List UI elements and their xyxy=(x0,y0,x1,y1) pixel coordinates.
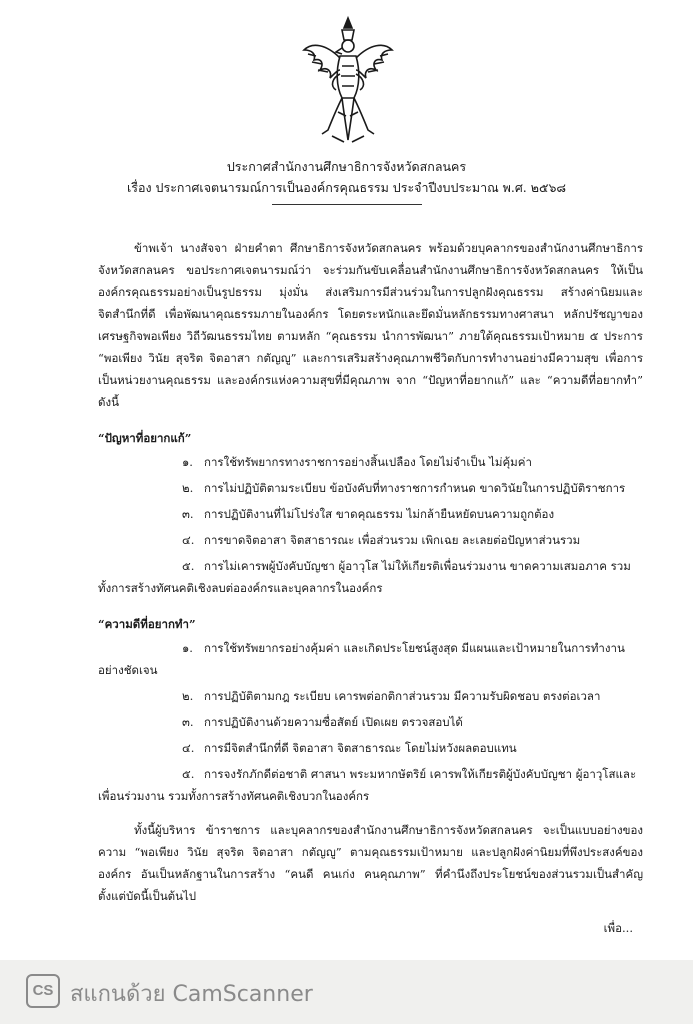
scanner-footer xyxy=(0,960,693,1024)
document-body xyxy=(98,237,643,907)
problems-heading: “ปัญหาที่อยากแก้” xyxy=(98,431,192,445)
document-title: ประกาศสำนักงานศึกษาธิการจังหวัดสกลนคร xyxy=(226,159,467,174)
list-item: ๔. การขาดจิตอาสา จิตสาธารณะ เพื่อส่วนรวม เพิกเฉย ละเลยต่อปัญหาส่วนรวม xyxy=(182,533,581,547)
list-item: ๔. การมีจิตสำนึกที่ดี จิตอาสา จิตสาธารณะ โดยไม่หวังผลตอบแทน xyxy=(182,741,517,755)
list-item: ๕. การจงรักภักดีต่อชาติ ศาสนา พระมหากษัตริย์ เคารพให้เกียรติผู้บังคับบัญชา ผู้อาวุโสและเพื่อนร่วมงาน รวมทั้งการสร้างทัศนคติเชิงบวกในองค์กร xyxy=(98,767,637,803)
list-item: ๓. การปฏิบัติงานที่ไม่โปร่งใส ขาดคุณธรรม ไม่กล้ายืนหยัดบนความถูกต้อง xyxy=(182,507,555,521)
camscanner-logo-icon: CS xyxy=(26,974,60,1008)
list-item: ๑. การใช้ทรัพยากรทางราชการอย่างสิ้นเปลือง โดยไม่จำเป็น ไม่คุ้มค่า xyxy=(182,455,532,469)
header-divider xyxy=(272,204,422,205)
document-header xyxy=(0,156,693,198)
list-item: ๓. การปฏิบัติงานด้วยความซื่อสัตย์ เปิดเผย ตรวจสอบได้ xyxy=(182,715,463,729)
virtues-list xyxy=(98,637,643,807)
virtues-heading: “ความดีที่อยากทำ” xyxy=(98,617,196,631)
problems-list xyxy=(98,451,643,599)
list-item: ๑. การใช้ทรัพยากรอย่างคุ้มค่า และเกิดประโยชน์สูงสุด มีแผนและเป้าหมายในการทำงานอย่างชัดเจน xyxy=(98,641,625,677)
list-item: ๒. การปฏิบัติตามกฎ ระเบียบ เคารพต่อกติกาส่วนรวม มีความรับผิดชอบ ตรงต่อเวลา xyxy=(182,689,601,703)
page-continuation: เพื่อ... xyxy=(603,921,633,935)
list-item: ๒. การไม่ปฏิบัติตามระเบียบ ข้อบังคับที่ทางราชการกำหนด ขาดวินัยในการปฏิบัติราชการ xyxy=(182,481,626,495)
scanner-watermark: สแกนด้วย CamScanner xyxy=(70,982,313,1007)
document-subject: เรื่อง ประกาศเจตนารมณ์การเป็นองค์กรคุณธรรม ประจำปีงบประมาณ พ.ศ. ๒๕๖๘ xyxy=(126,180,567,195)
intro-paragraph: ข้าพเจ้า นางสัจจา ฝ่ายคำตา ศึกษาธิการจังหวัดสกลนคร พร้อมด้วยบุคลากรของสำนักงานศึกษาธิการจังหวัดสกลนคร ขอประกาศเจตนารมณ์ว่า จะร่วมกันขับเคลื่อนสำนักงานศึกษาธิการจังหวัดสกลนคร ให้เป็นองค์กรคุณธรรมอย่างเป็นรูปธรรม มุ่งมั่น ส่งเสริมการมีส่วนร่วมในการปลูกฝังคุณธรรม สร้างค่านิยมและจิตสำนึกที่ดี เพื่อพัฒนาคุณธรรมภายในองค์กร โดยตระหนักและยึดมั่นหลักธรรมทางศาสนา หลักปรัชญาของเศรษฐกิจพอเพียง วิถีวัฒนธรรมไทย ตามหลัก “คุณธรรม นำการพัฒนา” ภายใต้คุณธรรมเป้าหมาย ๕ ประการ “พอเพียง วินัย สุจริต จิตอาสา กตัญญู” และการเสริมสร้างคุณภาพชีวิตกับการทำงานอย่างมีความสุข เพื่อการเป็นหน่วยงานคุณธรรม และองค์กรแห่งความสุขที่มีคุณภาพ จาก “ปัญหาที่อยากแก้” และ “ความดีที่อยากทำ” ดังนี้ xyxy=(98,241,643,409)
list-item: ๕. การไม่เคารพผู้บังคับบัญชา ผู้อาวุโส ไม่ให้เกียรติเพื่อนร่วมงาน ขาดความเสมอภาค รวมทั้งการสร้างทัศนคติเชิงลบต่อองค์กรและบุคลากรในองค์กร xyxy=(98,559,631,595)
garuda-emblem-icon xyxy=(302,14,394,146)
closing-paragraph: ทั้งนี้ผู้บริหาร ข้าราชการ และบุคลากรของสำนักงานศึกษาธิการจังหวัดสกลนคร จะเป็นแบบอย่างของความ “พอเพียง วินัย สุจริต จิตอาสา กตัญญู” ตามคุณธรรมเป้าหมาย และปลูกฝังค่านิยมที่พึงประสงค์ขององค์กร อันเป็นหลักฐานในการสร้าง “คนดี คนเก่ง คนคุณภาพ” ที่คำนึงถึงประโยชน์ของส่วนรวมเป็นสำคัญ ตั้งแต่บัดนี้เป็นต้นไป xyxy=(98,823,643,903)
